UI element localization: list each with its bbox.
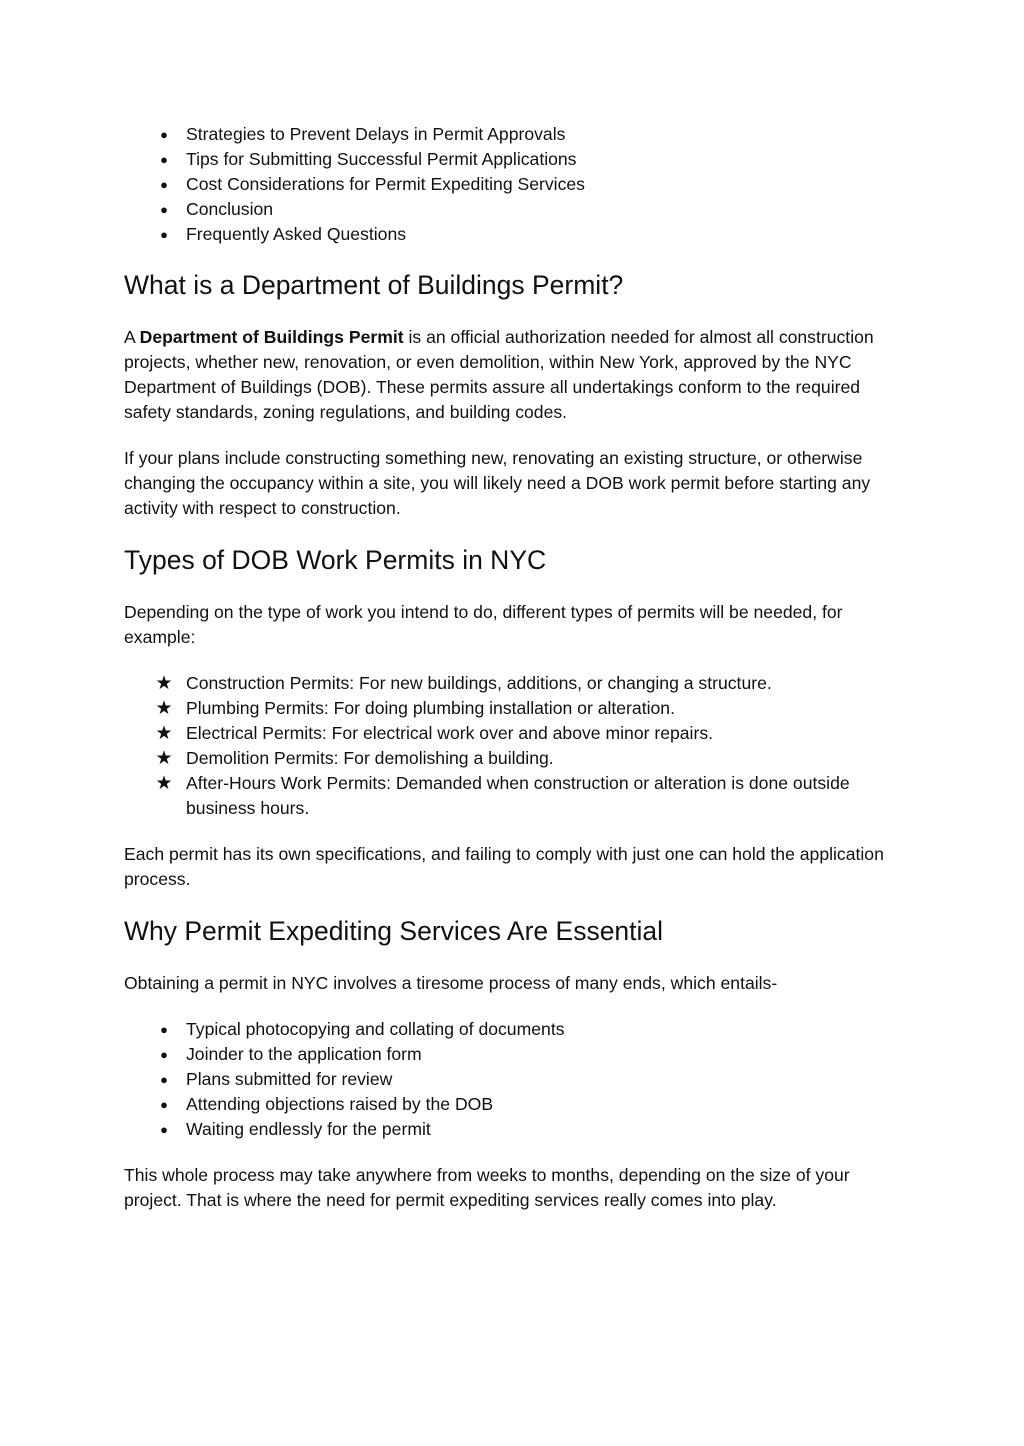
- bold-term: Department of Buildings Permit: [139, 327, 404, 347]
- paragraph-text: A: [124, 327, 140, 347]
- list-item: [124, 172, 904, 197]
- star-icon: ★: [155, 748, 173, 769]
- list-item: [124, 222, 904, 247]
- list-item-text: Frequently Asked Questions: [186, 224, 407, 244]
- list-item-text: Electrical Permits: For electrical work over and above minor repairs.: [186, 723, 714, 743]
- bullet-icon: ●: [160, 1047, 168, 1062]
- section-heading-why-expediting: Why Permit Expediting Services Are Essential: [124, 916, 664, 946]
- list-item: [124, 771, 904, 821]
- star-icon: ★: [155, 773, 173, 794]
- bullet-icon: ●: [160, 1097, 168, 1112]
- list-item: [124, 1117, 904, 1142]
- bullet-icon: ●: [160, 1072, 168, 1087]
- paragraph-types-intro: Depending on the type of work you intend to do, different types of permits will be needed, for example:: [124, 602, 843, 647]
- permit-types-list: [124, 671, 904, 821]
- list-item-text: Construction Permits: For new buildings, additions, or changing a structure.: [186, 673, 772, 693]
- bullet-icon: ●: [160, 152, 168, 167]
- list-item: [124, 746, 904, 771]
- list-item: [124, 1042, 904, 1067]
- list-item-text: Tips for Submitting Successful Permit Applications: [186, 149, 577, 169]
- list-item-text: Plans submitted for review: [186, 1069, 393, 1089]
- list-item-text: Waiting endlessly for the permit: [186, 1119, 431, 1139]
- list-item-text: Typical photocopying and collating of documents: [186, 1019, 565, 1039]
- list-item-text: Cost Considerations for Permit Expediting Services: [186, 174, 585, 194]
- list-item-text: Attending objections raised by the DOB: [186, 1094, 494, 1114]
- list-item: [124, 122, 904, 147]
- list-item: [124, 197, 904, 222]
- section-heading-types-of-permits: Types of DOB Work Permits in NYC: [124, 545, 547, 575]
- bullet-icon: ●: [160, 1122, 168, 1137]
- list-item: [124, 1092, 904, 1117]
- bullet-icon: ●: [160, 227, 168, 242]
- list-item-text: Conclusion: [186, 199, 274, 219]
- list-item-text: Demolition Permits: For demolishing a building.: [186, 748, 554, 768]
- star-icon: ★: [155, 698, 173, 719]
- list-item-text: Joinder to the application form: [186, 1044, 422, 1064]
- paragraph-why-intro: Obtaining a permit in NYC involves a tiresome process of many ends, which entails-: [124, 973, 778, 993]
- paragraph-why-outro: This whole process may take anywhere from weeks to months, depending on the size of your project. That is where the need for permit expediting services really comes into play.: [124, 1165, 850, 1210]
- section-heading-what-is-dob-permit: What is a Department of Buildings Permit?: [124, 270, 624, 300]
- bullet-icon: ●: [160, 1022, 168, 1037]
- process-steps-list: [124, 1017, 904, 1142]
- paragraph-dob-permit-definition: [124, 325, 904, 425]
- list-item: [124, 1067, 904, 1092]
- paragraph-when-permit-needed: If your plans include constructing something new, renovating an existing structure, or otherwise changing the occupancy within a site, you will likely need a DOB work permit before starting any activity with respect to construction.: [124, 448, 871, 518]
- paragraph-types-outro: Each permit has its own specifications, and failing to comply with just one can hold the application process.: [124, 844, 884, 889]
- bullet-icon: ●: [160, 127, 168, 142]
- bullet-icon: ●: [160, 177, 168, 192]
- list-item: [124, 147, 904, 172]
- list-item-text: Strategies to Prevent Delays in Permit Approvals: [186, 124, 566, 144]
- document-content: [124, 122, 904, 1213]
- list-item-text: After-Hours Work Permits: Demanded when construction or alteration is done outside business hours.: [186, 773, 850, 818]
- table-of-contents-list: [124, 122, 904, 247]
- paragraph-text: is an official authorization needed for almost all construction projects, whether new, renovation, or even demolition, within New York, approved by the NYC Department of Buildings (DOB). These permits assure all undertakings conform to the required safety standards, zoning regulations, and building codes.: [124, 327, 874, 422]
- list-item: [124, 671, 904, 696]
- list-item-text: Plumbing Permits: For doing plumbing installation or alteration.: [186, 698, 675, 718]
- list-item: [124, 1017, 904, 1042]
- star-icon: ★: [155, 723, 173, 744]
- list-item: [124, 721, 904, 746]
- bullet-icon: ●: [160, 202, 168, 217]
- list-item: [124, 696, 904, 721]
- star-icon: ★: [155, 673, 173, 694]
